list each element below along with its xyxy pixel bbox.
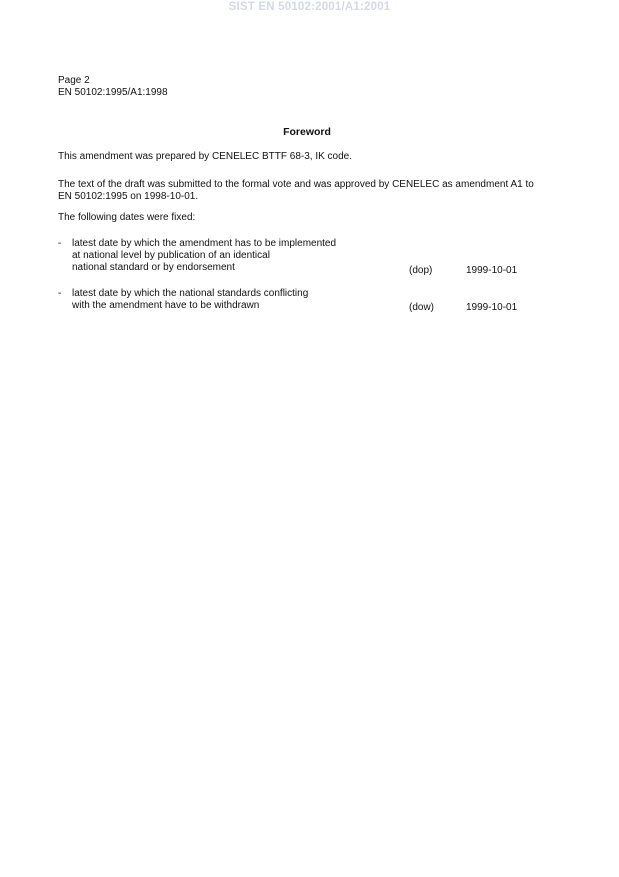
date-item-code: (dop)	[409, 265, 433, 276]
paragraph-approval-line-1: The text of the draft was submitted to the formal vote and was approved by CENELEC as amendment A1 to	[58, 179, 534, 190]
list-bullet: -	[58, 238, 62, 249]
paragraph-dates-intro: The following dates were fixed:	[58, 212, 196, 223]
date-item-description	[72, 288, 372, 312]
paragraph-approval-line-2: EN 50102:1995 on 1998-10-01.	[58, 191, 199, 202]
date-item-line: latest date by which the national standards conflicting	[72, 288, 309, 299]
list-bullet: -	[58, 288, 62, 299]
page-header	[58, 75, 168, 99]
date-item-description	[72, 238, 372, 274]
date-item-date: 1999-10-01	[466, 265, 518, 276]
date-item-line: at national level by publication of an identical	[72, 250, 270, 261]
paragraph-approval	[58, 179, 558, 203]
watermark: SIST EN 50102:2001/A1:2001	[228, 1, 391, 13]
date-item-line: with the amendment have to be withdrawn	[72, 300, 260, 311]
paragraph-prepared-by: This amendment was prepared by CENELEC BTTF 68-3, IK code.	[58, 151, 353, 162]
date-item-date: 1999-10-01	[466, 302, 518, 313]
document-reference: EN 50102:1995/A1:1998	[58, 87, 168, 98]
date-item-line: latest date by which the amendment has to be implemented	[72, 238, 337, 249]
page-number: Page 2	[58, 75, 90, 86]
date-item-line: national standard or by endorsement	[72, 262, 235, 273]
section-title: Foreword	[283, 126, 331, 138]
date-item-code: (dow)	[409, 302, 435, 313]
